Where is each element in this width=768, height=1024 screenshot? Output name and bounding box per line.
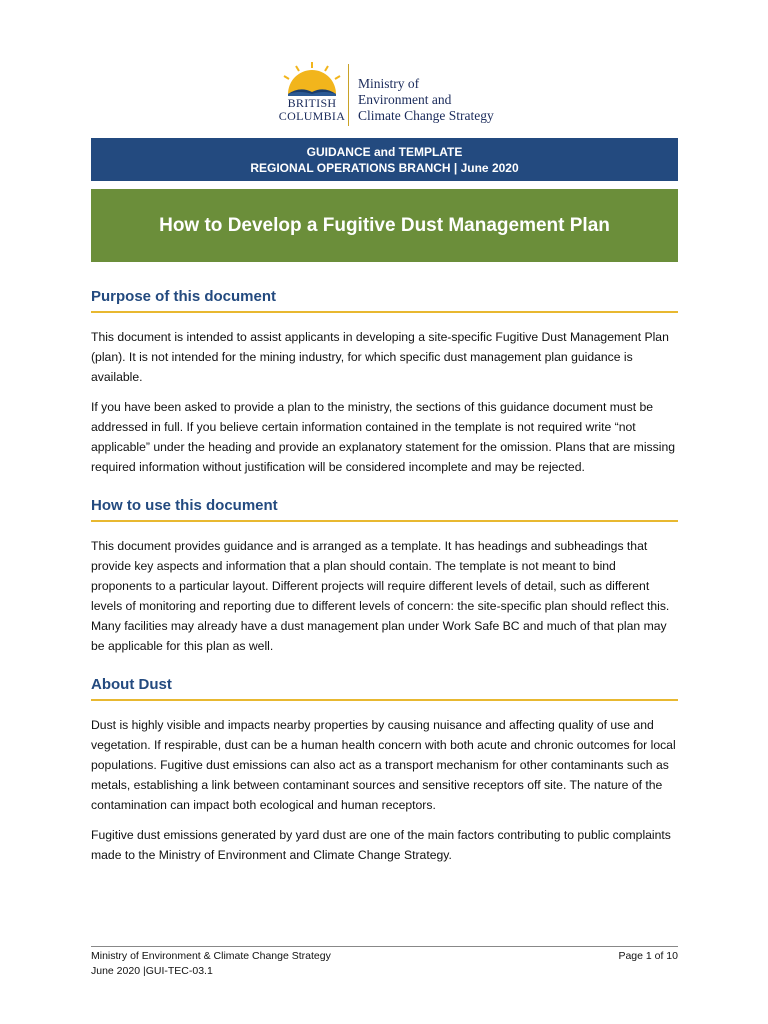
ministry-line: Ministry of bbox=[358, 76, 420, 91]
logo-divider bbox=[348, 64, 349, 126]
footer-left bbox=[91, 949, 331, 979]
section-divider bbox=[91, 520, 678, 522]
branch-date-line: REGIONAL OPERATIONS BRANCH | June 2020 bbox=[250, 161, 519, 175]
section-divider bbox=[91, 311, 678, 313]
section-heading: How to use this document bbox=[91, 497, 278, 514]
guidance-banner bbox=[91, 138, 678, 181]
section-heading: About Dust bbox=[91, 676, 172, 693]
ministry-line: Climate Change Strategy bbox=[358, 108, 494, 123]
section-heading: Purpose of this document bbox=[91, 288, 277, 305]
footer-divider bbox=[91, 946, 678, 947]
paragraph: If you have been asked to provide a plan to the ministry, the sections of this guidance document must be addressed in full. If you believe certain information contained in the template is not required write “not applicable” under the heading and provide an explanatory statement for the omission. Plans that are missing required information without justification will be considered incomplete and may be rejected. bbox=[91, 400, 675, 474]
section-how-to-use bbox=[91, 497, 678, 656]
brand-word-columbia: COLUMBIA bbox=[278, 109, 346, 123]
guidance-line: GUIDANCE and TEMPLATE bbox=[306, 145, 463, 159]
ministry-line: Environment and bbox=[358, 92, 452, 107]
ministry-name bbox=[358, 76, 494, 124]
section-purpose bbox=[91, 288, 678, 477]
document-body bbox=[91, 288, 678, 885]
section-about-dust bbox=[91, 676, 678, 865]
paragraph: This document is intended to assist applicants in developing a site-specific Fugitive Dust Management Plan (plan). It is not intended for the mining industry, for which specific dust management plan guidance is available. bbox=[91, 330, 669, 384]
bc-government-logo bbox=[274, 60, 514, 132]
document-title: How to Develop a Fugitive Dust Management Plan bbox=[91, 189, 678, 262]
paragraph: Dust is highly visible and impacts nearby properties by causing nuisance and affecting quality of use and vegetation. If respirable, dust can be a human health concern with both acute and chronic outcomes for local populations. Fugitive dust emissions can also act as a transport mechanism for other contaminants such as metals, establishing a link between contaminant sources and sensitive receptors off site. The nature of the contamination can impact both ecological and human receptors. bbox=[91, 718, 676, 812]
paragraph: Fugitive dust emissions generated by yard dust are one of the main factors contributing to public complaints made to the Ministry of Environment and Climate Change Strategy. bbox=[91, 828, 671, 862]
footer-doc-id: June 2020 |GUI-TEC-03.1 bbox=[91, 965, 213, 977]
section-divider bbox=[91, 699, 678, 701]
page-number: Page 1 of 10 bbox=[618, 950, 678, 962]
brand-word-british: BRITISH bbox=[287, 96, 337, 110]
paragraph: This document provides guidance and is arranged as a template. It has headings and subheadings that provide key aspects and information that a plan should contain. The template is not meant to bind proponents to a particular layout. Different projects will require different levels of detail, such as different levels of monitoring and reporting due to different levels of concern: the site-specific plan should reflect this. Many facilities may already have a dust management plan under Work Safe BC and much of that plan may be applicable for this plan as well. bbox=[91, 539, 670, 653]
footer-ministry: Ministry of Environment & Climate Change Strategy bbox=[91, 950, 331, 962]
page-footer bbox=[91, 946, 678, 979]
